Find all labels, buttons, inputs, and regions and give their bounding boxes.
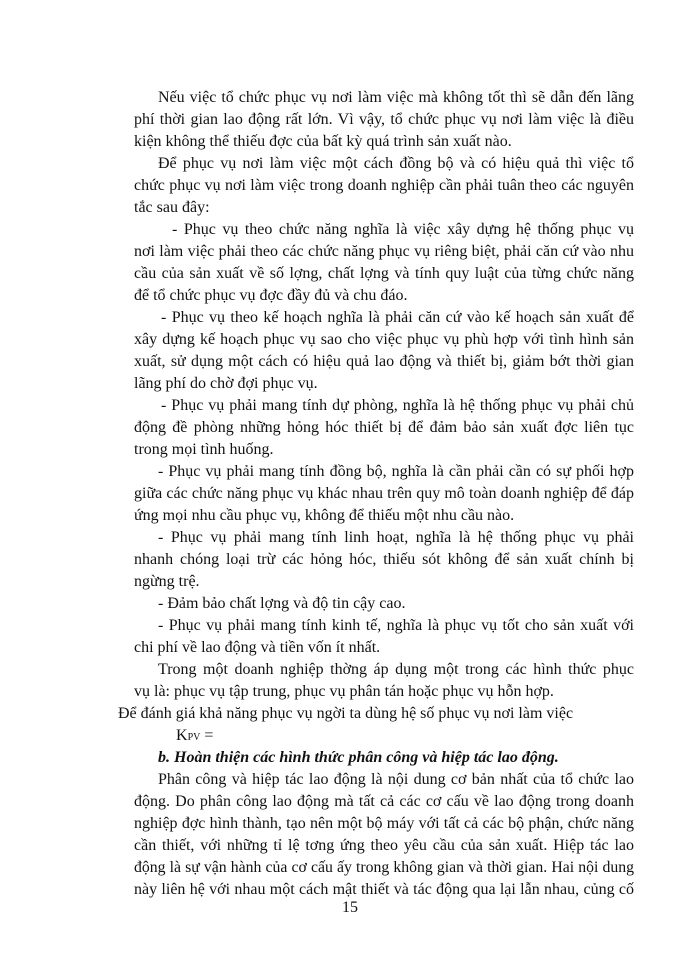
list-item-line: - Phục vụ phải mang tính linh hoạt, nghĩa là hệ thống phục vụ phải xyxy=(158,529,634,546)
section-heading: b. Hoàn thiện các hình thức phân công và hiệp tác lao động. xyxy=(158,749,559,766)
paragraph-line: này liên hệ với nhau một cách mật thiết và tác động qua lại lẫn nhau, củng cố xyxy=(134,881,634,898)
paragraph-line: cần thiết, với những tỉ lệ tơng ứng theo yêu cầu của sản xuất. Hiệp tác lao xyxy=(134,837,634,854)
paragraph-line: Trong một doanh nghiệp thờng áp dụng một trong các hình thức phục xyxy=(158,661,634,678)
paragraph-line: trong mọi tình huống. xyxy=(134,441,274,458)
paragraph-line: động là sự vận hành của cơ cấu ấy trong không gian và thời gian. Hai nội dung xyxy=(134,859,634,876)
list-item-line: - Phục vụ theo kế hoạch nghĩa là phải căn cứ vào kế hoạch sản xuất để xyxy=(161,309,634,326)
paragraph-line: chức phục vụ nơi làm việc trong doanh nghiệp cần phải tuân theo các nguyên xyxy=(134,177,634,194)
paragraph-line: lãng phí do chờ đợi phục vụ. xyxy=(134,375,318,392)
paragraph-line: chi phí về lao động và tiền vốn ít nhất. xyxy=(134,639,381,656)
paragraph-line: ứng mọi nhu cầu phục vụ, không để thiếu một nhu cầu nào. xyxy=(134,507,515,524)
paragraph-line: xây dựng kế hoạch phục vụ sao cho việc phục vụ phù hợp với tình hình sản xyxy=(134,331,634,348)
paragraph-line: phí thời gian lao động rất lớn. Vì vậy, tổ chức phục vụ nơi làm việc là điều xyxy=(134,111,634,128)
paragraph-line: ngừng trệ. xyxy=(134,573,200,590)
paragraph-line: động đề phòng những hỏng hóc thiết bị để đảm bảo sản xuất đợc liên tục xyxy=(134,419,634,436)
paragraph-line: tắc sau đây: xyxy=(134,199,210,216)
list-item-line: - Phục vụ phải mang tính dự phòng, nghĩa là hệ thống phục vụ phải chủ xyxy=(161,397,634,414)
kpv-subscript: PV xyxy=(187,732,201,743)
list-item-line: - Đảm bảo chất lợng và độ tin cậy cao. xyxy=(158,595,406,612)
page-number: 15 xyxy=(342,899,358,916)
paragraph-line: Để đánh giá khả năng phục vụ ngời ta dùng hệ số phục vụ nơi làm việc xyxy=(118,705,574,722)
paragraph-line: vụ là: phục vụ tập trung, phục vụ phân tán hoặc phục vụ hỗn hợp. xyxy=(134,683,554,700)
kpv-symbol: K xyxy=(176,727,188,744)
paragraph-line: Để phục vụ nơi làm việc một cách đồng bộ và có hiệu quả thì việc tổ xyxy=(158,155,634,172)
paragraph-line: Nếu việc tổ chức phục vụ nơi làm việc mà không tốt thì sẽ dẫn đến lãng xyxy=(158,89,634,106)
paragraph-line: Phân công và hiệp tác lao động là nội dung cơ bản nhất của tổ chức lao xyxy=(158,771,634,788)
paragraph-line: nhanh chóng loại trừ các hỏng hóc, thiếu sót không để sản xuất chính bị xyxy=(134,551,634,568)
paragraph-line: cầu của sản xuất về số lợng, chất lợng và tính quy luật của từng chức năng xyxy=(134,265,634,282)
paragraph-line: để tổ chức phục vụ đợc đầy đủ và chu đáo. xyxy=(134,287,408,304)
kpv-equals: = xyxy=(200,727,214,744)
paragraph-line: giữa các chức năng phục vụ khác nhau trên quy mô toàn doanh nghiệp để đáp xyxy=(134,485,634,502)
paragraph-line: xuất, sử dụng một cách có hiệu quả lao động và thiết bị, giảm bớt thời gian xyxy=(134,353,634,370)
list-item-line: - Phục vụ phải mang tính đồng bộ, nghĩa là cần phải cần có sự phối hợp xyxy=(158,463,634,480)
paragraph-line: nghiệp đợc hình thành, tạo nên một bộ máy với tất cả các bộ phận, chức năng xyxy=(134,815,634,832)
list-item-line: - Phục vụ phải mang tính kinh tế, nghĩa là phục vụ tốt cho sản xuất với xyxy=(158,617,634,634)
list-item-line: - Phục vụ theo chức năng nghĩa là việc xây dựng hệ thống phục vụ xyxy=(172,221,634,238)
paragraph-line: nơi làm việc phải theo các chức năng phục vụ riêng biệt, phải căn cứ vào nhu xyxy=(134,243,634,260)
paragraph-line: động. Do phân công lao động mà tất cả các cơ cấu về lao động trong doanh xyxy=(134,793,634,810)
kpv-formula xyxy=(176,725,676,749)
paragraph-line: kiện không thể thiếu đợc của bất kỳ quá trình sản xuất nào. xyxy=(134,133,512,150)
